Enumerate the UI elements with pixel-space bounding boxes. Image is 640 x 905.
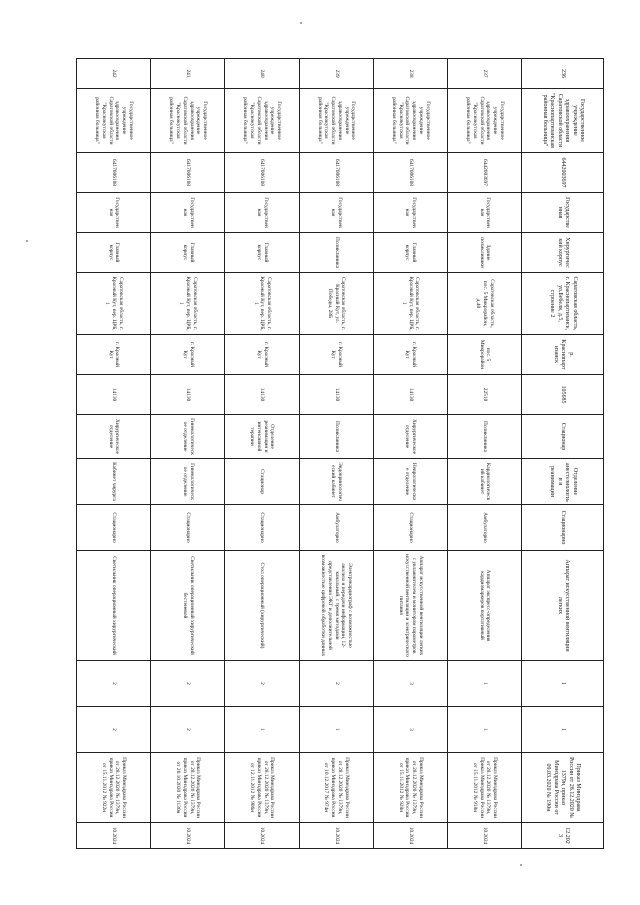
table-body	[77, 59, 604, 849]
table-cell: Приказ Минздрава России от 28.12.2020 № 1379н, приказ Минздрава России от 10.12.2017 № 974н	[299, 753, 373, 823]
table-cell: Стационар	[225, 459, 299, 505]
table-row	[225, 59, 299, 849]
row-number: 237	[447, 59, 521, 89]
table-cell: Саратовская область, г. Краснопартизанск, ул.Бебеля, д.5, строение 2	[522, 273, 604, 335]
table-cell: Стационарно	[225, 505, 299, 551]
table-cell: 1	[522, 707, 604, 753]
table-row	[447, 59, 521, 849]
table-cell: Амбулаторно	[299, 505, 373, 551]
table-cell: 1	[225, 707, 299, 753]
table-cell: Государственная	[522, 193, 604, 233]
table-row	[151, 59, 225, 849]
table-cell: Государственная	[447, 193, 521, 233]
table-cell: г. Красный Кут	[151, 335, 225, 375]
table-cell: 105685	[522, 375, 604, 415]
table-cell: Главный корпус	[77, 233, 151, 273]
table-cell: 2	[225, 661, 299, 707]
table-cell: Саратовская область, г. Красный Кут, ул. Победы, 28Б	[299, 273, 373, 335]
table-cell: 10.2024	[373, 823, 447, 849]
table-cell: 1	[522, 661, 604, 707]
table-cell: Эндокринологический кабинет	[299, 459, 373, 505]
table-row	[373, 59, 447, 849]
scan-speck	[26, 240, 28, 242]
table-cell: 1	[447, 707, 521, 753]
table-cell: Светильник операционный хирургический	[77, 551, 151, 661]
table-cell: Светильник операционный хирургический бестеневой	[151, 551, 225, 661]
row-number: 236	[522, 59, 604, 89]
table-cell: Государственная	[77, 193, 151, 233]
table-cell: Стационарно	[77, 505, 151, 551]
table-cell: 6417006108	[299, 153, 373, 193]
table-cell: Аппарат экспресс-определения кардиомаркеров портативный	[447, 551, 521, 661]
table-cell: 2	[77, 661, 151, 707]
table-cell: Хирургическое отделение	[373, 415, 447, 459]
table-cell: Стол операционный (хирургический)	[225, 551, 299, 661]
table-cell: 2	[77, 707, 151, 753]
table-cell: г. Красный Кут	[225, 335, 299, 375]
row-number: 240	[225, 59, 299, 89]
table-cell: Электрокардиограф с возможностью анализа и передачи информации, 12-канальный, с тремя методами представления ЭКГ и дополнительной возможностью цифровой обработки данных	[299, 551, 373, 661]
table-cell: Главный корпус	[373, 233, 447, 273]
table-cell: 6417006108	[373, 153, 447, 193]
table-cell: г. Красный Кут	[373, 335, 447, 375]
table-cell: Государственная	[373, 193, 447, 233]
table-cell: 14130	[373, 375, 447, 415]
table-cell: Приказ Минздрава России от 28.12.2020 № 1379н, приказ Минздрава России от 09.03.2020 № 190н	[522, 753, 604, 823]
table-cell: Саратовская область, г. Красный Кут, пер. ЦРБ, 1	[225, 273, 299, 335]
table-row	[522, 59, 604, 849]
table-cell: Приказ Минздрава России от 28.12.2020 № 1379н, приказ Минздрава России от 12.11.2012 № 906н	[225, 753, 299, 823]
table-row	[77, 59, 151, 849]
table-cell: Поликлиника	[447, 415, 521, 459]
row-number: 239	[299, 59, 373, 89]
table-cell: 22510	[447, 375, 521, 415]
table-cell: Главный корпус	[225, 233, 299, 273]
table-cell: 14130	[299, 375, 373, 415]
table-cell: Государственное учреждение здравоохранения Саратовской области "Краснокутская районная больница"	[225, 89, 299, 153]
table-cell: Главный корпус	[151, 233, 225, 273]
table-cell: Отделение реанимации и интенсивной терапии	[225, 415, 299, 459]
row-number: 241	[151, 59, 225, 89]
table-cell: Стационар	[522, 415, 604, 459]
table-cell: 10.2024	[77, 823, 151, 849]
table-cell: Поликлиника	[299, 233, 373, 273]
table-cell: Государственная	[299, 193, 373, 233]
table-cell: Приказ Минздрава России от 28.12.2020 № 1379н, приказ Минздрава России от 20.10.2020 № 1130н	[151, 753, 225, 823]
table-cell: 6417006108	[151, 153, 225, 193]
table-cell: г. Красный Кут	[77, 335, 151, 375]
scan-speck	[566, 500, 568, 502]
table-cell: 2	[151, 707, 225, 753]
table-cell: 10.2024	[299, 823, 373, 849]
table-cell: Здание поликлиники	[447, 233, 521, 273]
table-cell: Стационарно	[522, 505, 604, 551]
scan-speck	[300, 22, 302, 24]
table-cell: 6417006108	[225, 153, 299, 193]
table-cell: Аппарат искусственной вентиляции легких	[522, 551, 604, 661]
row-number: 238	[373, 59, 447, 89]
rotated-table-wrapper	[76, 58, 604, 848]
table-cell: г. Красный Кут	[299, 335, 373, 375]
table-cell: 2	[299, 661, 373, 707]
table-cell: Государственное учреждение здравоохранения Саратовской области "Краснокутская районная больница"	[151, 89, 225, 153]
table-cell: Отделение анестезиологии и реанимации	[522, 459, 604, 505]
table-cell: 3	[373, 707, 447, 753]
table-cell: 1	[299, 707, 373, 753]
table-cell: р. Краснопартизанск	[522, 335, 604, 375]
table-cell: 14130	[225, 375, 299, 415]
table-cell: Аппарат искусственной вентиляции легких с увлажнителем и монитором параметров искусственной вентиляции и электрического питания	[373, 551, 447, 661]
equipment-table	[76, 58, 604, 849]
table-cell: 14130	[151, 375, 225, 415]
table-cell: Хирургическое отделение	[77, 415, 151, 459]
table-cell: пос. 5 Микрорайон	[447, 335, 521, 375]
table-cell: Государственное учреждение здравоохранения Саратовской области "Краснокутская районная больница"	[77, 89, 151, 153]
table-cell: 14130	[77, 375, 151, 415]
scan-speck	[520, 864, 522, 866]
table-cell: Хирургический корпус	[522, 233, 604, 273]
row-number: 242	[77, 59, 151, 89]
table-cell: 10.2024	[447, 823, 521, 849]
table-cell: Государственное учреждение здравоохранения Саратовской области "Краснокутская районная больница"	[447, 89, 521, 153]
table-cell: 3	[373, 661, 447, 707]
table-cell: 1	[447, 661, 521, 707]
table-cell: Государственное учреждение здравоохранения Саратовской области "Краснокутская районная больница"	[299, 89, 373, 153]
table-cell: Саратовская область, пос. 5 Микрорайон, д.40	[447, 273, 521, 335]
table-cell: Государственное учреждение здравоохранения Саратовской области "Краснокутская районная больница"	[373, 89, 447, 153]
table-cell: Поликлиника	[299, 415, 373, 459]
table-cell: Гинекологическое отделение	[151, 415, 225, 459]
table-cell: Приказ Минздрава России от 28.12.2020 № 1379н, Приказ Минздрава России от 15.11.2012 № 918н	[447, 753, 521, 823]
table-cell: Приказ Минздрава России от 28.12.2020 № 1379н, приказ Минздрава России от 15.11.2012 № 928н	[373, 753, 447, 823]
table-cell: Государственное учреждение здравоохранения Саратовской области "Краснопартизанская районная больница"	[522, 89, 604, 153]
table-cell: 12.2023	[522, 823, 604, 849]
table-cell: 10.2024	[151, 823, 225, 849]
table-cell: Приказ Минздрава России от 28.12.2020 № 1379н, приказ Минздрава России от 15.11.2012 № 922н	[77, 753, 151, 823]
table-cell: Саратовская область, г. Красный Кут, пер. ЦРБ, 1	[77, 273, 151, 335]
table-cell: 6442003697	[447, 153, 521, 193]
table-cell: 10.2024	[225, 823, 299, 849]
table-cell: Саратовская область, г. Красный Кут, пер. ЦРБ, 1	[151, 273, 225, 335]
table-cell: 6417006108	[77, 153, 151, 193]
table-cell: Государственная	[151, 193, 225, 233]
table-cell: Государственная	[225, 193, 299, 233]
table-cell: Стационарно	[151, 505, 225, 551]
table-cell: 6442003697	[522, 153, 604, 193]
table-row	[299, 59, 373, 849]
table-cell: Гинекологическое отделение	[151, 459, 225, 505]
table-cell: Саратовская область, г. Красный Кут, пер. ЦРБ, 1	[373, 273, 447, 335]
table-cell: 2	[151, 661, 225, 707]
table-cell: Амбулаторно	[447, 505, 521, 551]
table-cell: Неврологическое отделение	[373, 459, 447, 505]
table-cell: Кабинет хирурга	[77, 459, 151, 505]
table-cell: Кардиологический кабинет	[447, 459, 521, 505]
table-cell: Стационарно	[373, 505, 447, 551]
